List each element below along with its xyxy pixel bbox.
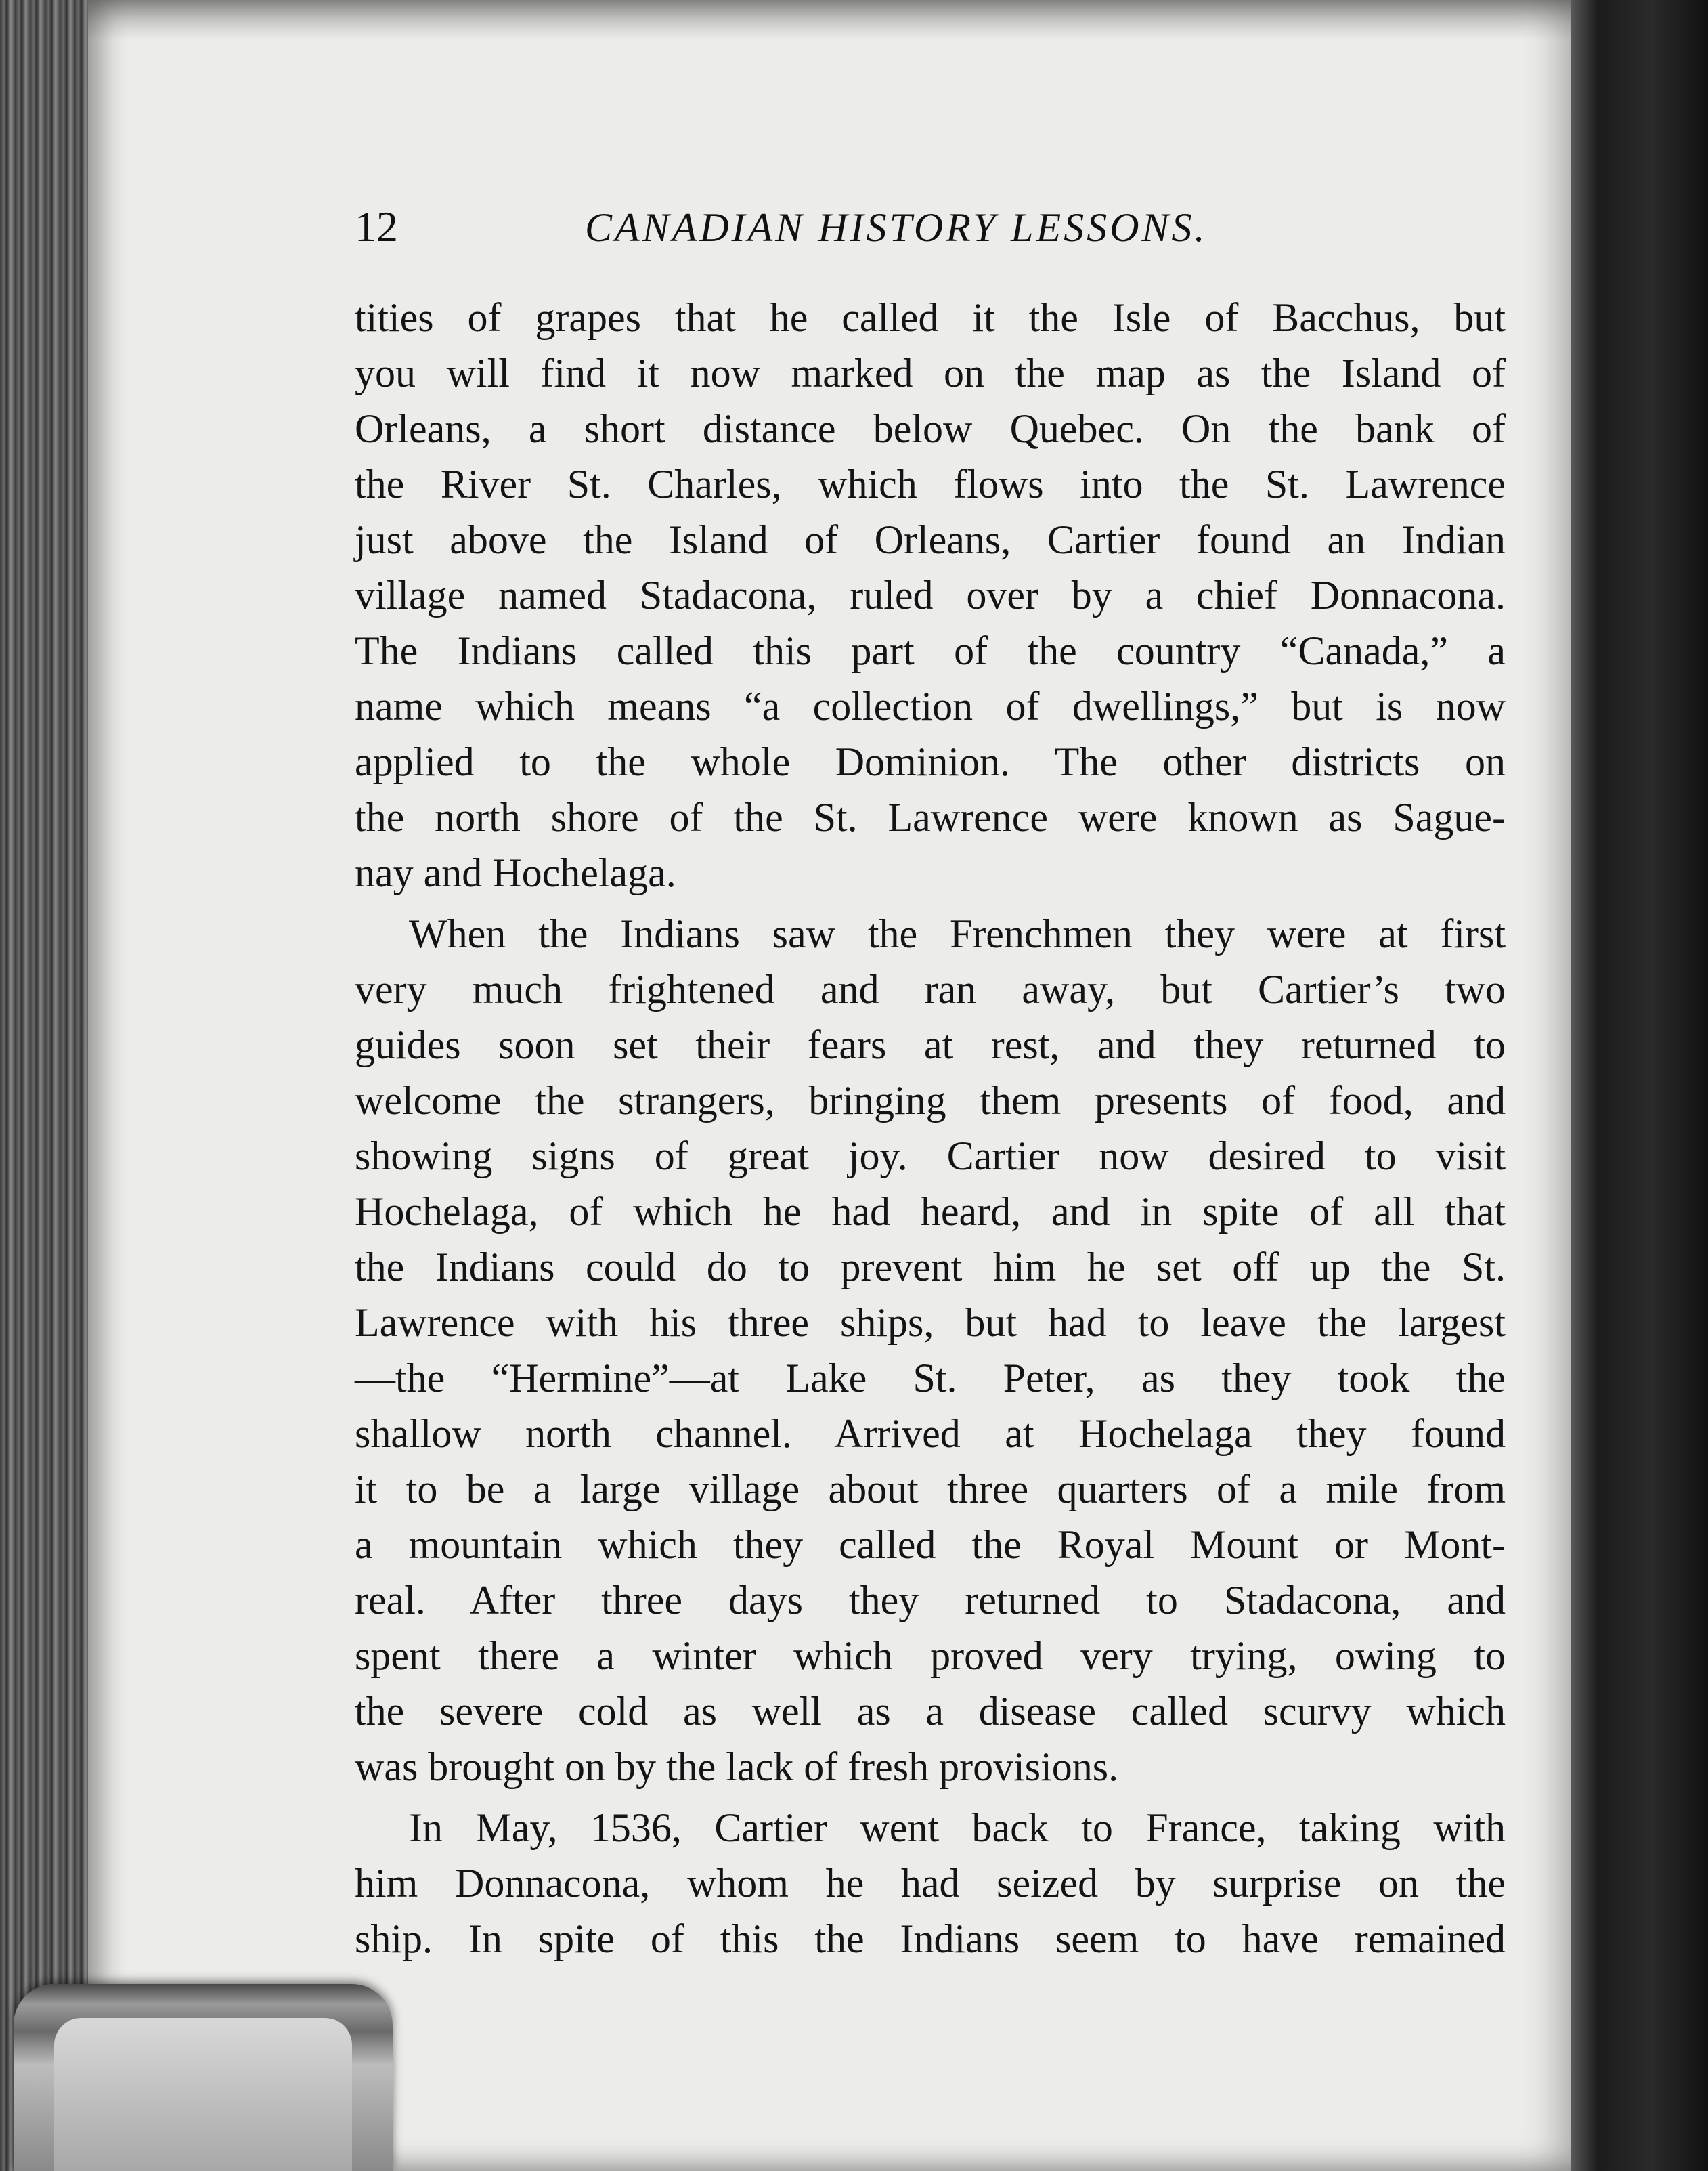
text-line: village named Stadacona, ruled over by a chief Donnacona. xyxy=(355,573,1506,618)
body-text xyxy=(355,290,1506,1966)
text-line: When the Indians saw the Frenchmen they were at first xyxy=(409,911,1506,956)
text-line: ship. In spite of this the Indians seem to have remained xyxy=(355,1916,1506,1961)
text-line: the Indians could do to prevent him he set off up the St. xyxy=(355,1245,1506,1289)
text-line: a mountain which they called the Royal Mount or Mont- xyxy=(355,1522,1506,1567)
text-line: nay and Hochelaga. xyxy=(355,851,676,895)
text-line: Orleans, a short distance below Quebec. On the bank of xyxy=(355,406,1506,451)
text-line: it to be a large village about three quarters of a mile from xyxy=(355,1467,1506,1511)
text-line: him Donnacona, whom he had seized by surprise on the xyxy=(355,1861,1506,1906)
text-line: very much frightened and ran away, but Cartier’s two xyxy=(355,967,1506,1012)
page-number: 12 xyxy=(355,202,398,251)
running-head: CANADIAN HISTORY LESSONS. xyxy=(585,205,1208,250)
text-line: welcome the strangers, bringing them presents of food, and xyxy=(355,1078,1506,1123)
binder-clip xyxy=(14,1984,393,2171)
text-line: the River St. Charles, which flows into the St. Lawrence xyxy=(355,462,1506,507)
paragraph xyxy=(355,1800,1506,1966)
text-line: real. After three days they returned to Stadacona, and xyxy=(355,1578,1506,1622)
book-fold-edge xyxy=(1571,0,1708,2171)
text-line: applied to the whole Dominion. The other districts on xyxy=(355,739,1506,784)
text-line: tities of grapes that he called it the Isle of Bacchus, but xyxy=(355,295,1506,340)
text-line: —the “Hermine”—at Lake St. Peter, as they took the xyxy=(355,1356,1506,1400)
text-line: name which means “a collection of dwellings,” but is now xyxy=(355,684,1506,729)
text-line: In May, 1536, Cartier went back to France, taking with xyxy=(409,1805,1506,1850)
binder-clip-face xyxy=(54,2018,352,2171)
text-line: the severe cold as well as a disease called scurvy which xyxy=(355,1689,1506,1734)
page-stack-edge xyxy=(0,0,95,2171)
page-header xyxy=(355,195,1302,263)
text-line: was brought on by the lack of fresh provisions. xyxy=(355,1744,1119,1789)
text-line: showing signs of great joy. Cartier now desired to visit xyxy=(355,1134,1506,1178)
text-line: just above the Island of Orleans, Cartier found an Indian xyxy=(355,517,1506,562)
text-line: shallow north channel. Arrived at Hochelaga they found xyxy=(355,1411,1506,1456)
page-top-shadow xyxy=(88,0,1577,41)
paragraph xyxy=(355,290,1506,901)
paragraph xyxy=(355,906,1506,1794)
text-line: guides soon set their fears at rest, and they returned to xyxy=(355,1023,1506,1067)
text-line: Hochelaga, of which he had heard, and in spite of all that xyxy=(355,1189,1506,1234)
text-line: The Indians called this part of the country “Canada,” a xyxy=(355,628,1506,673)
text-line: Lawrence with his three ships, but had to leave the largest xyxy=(355,1300,1506,1345)
text-line: you will find it now marked on the map as the Island of xyxy=(355,351,1506,395)
text-line: spent there a winter which proved very trying, owing to xyxy=(355,1633,1506,1678)
text-line: the north shore of the St. Lawrence were known as Sague- xyxy=(355,795,1506,840)
